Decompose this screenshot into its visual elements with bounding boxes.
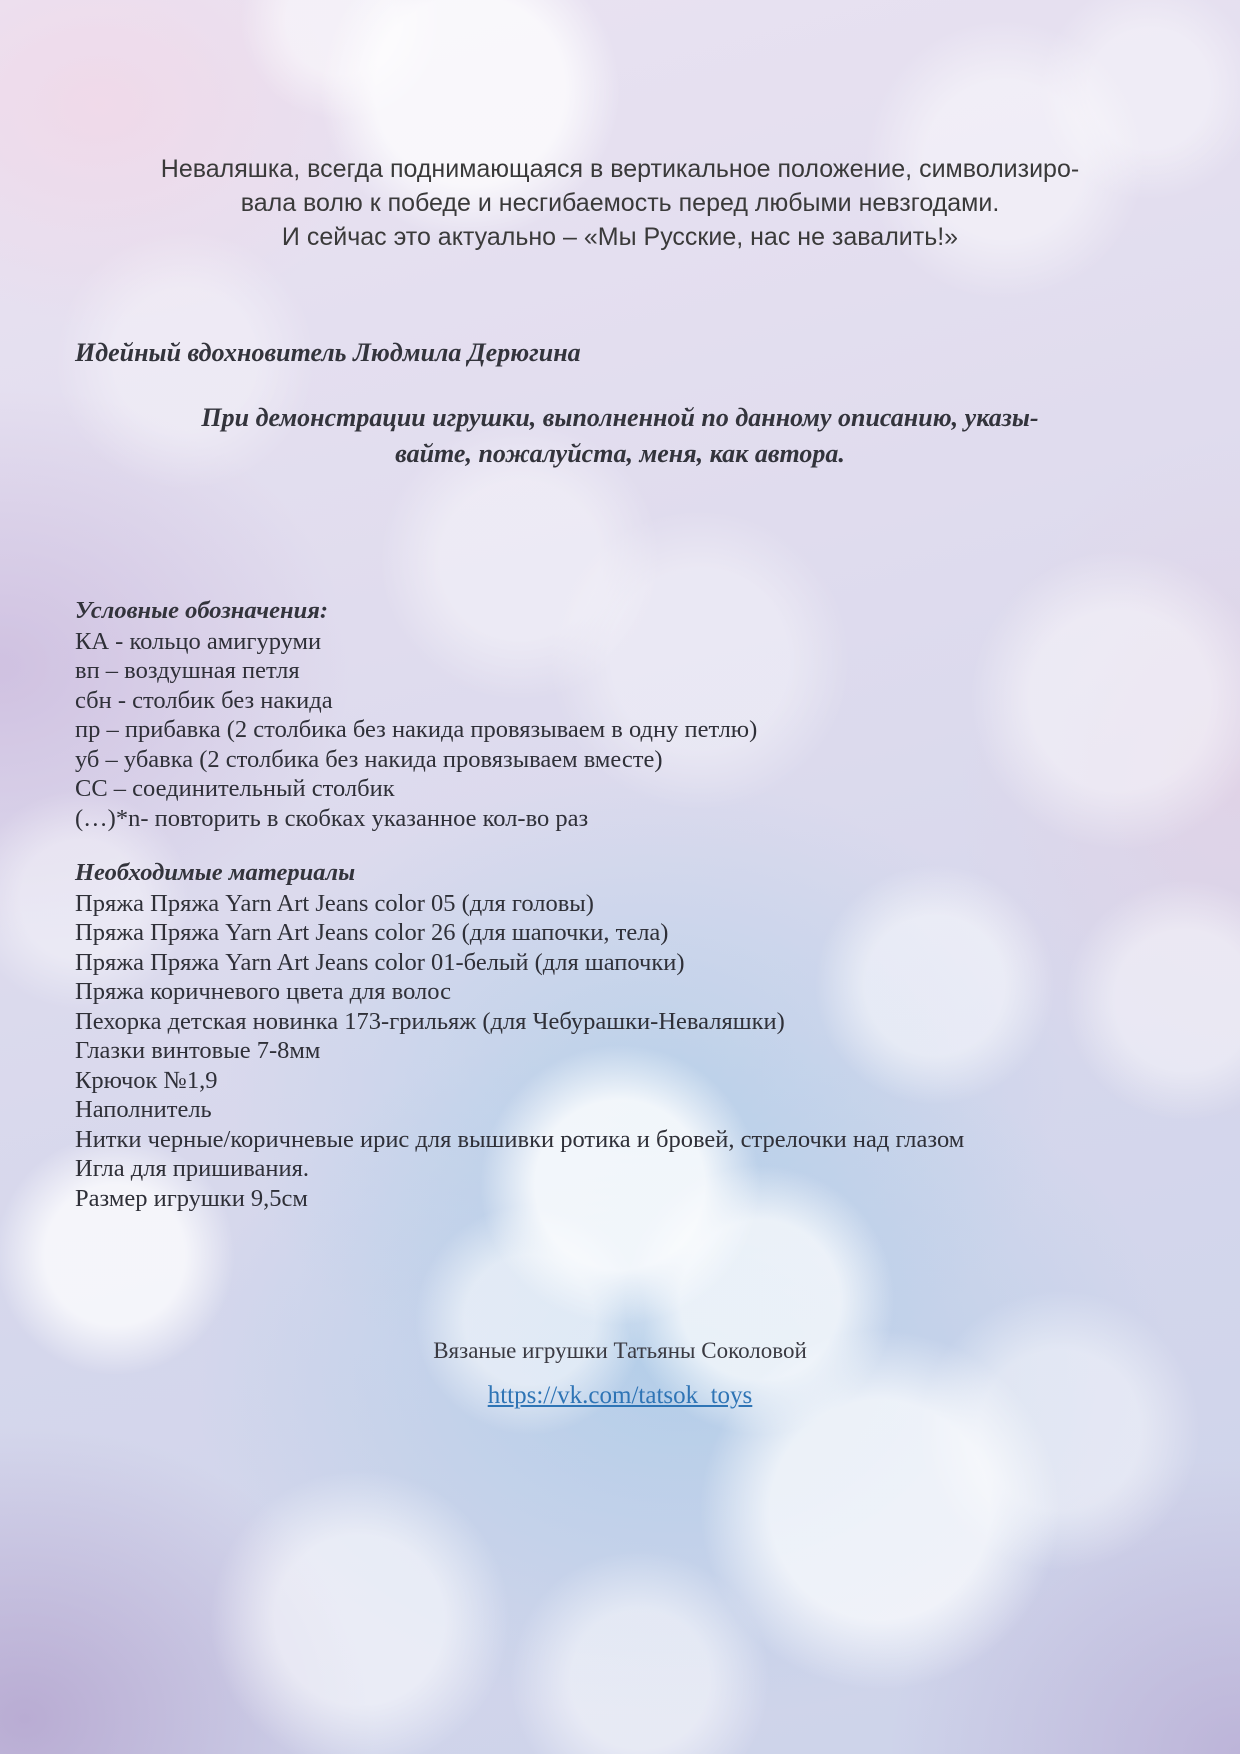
materials-item: Размер игрушки 9,5см bbox=[75, 1184, 308, 1212]
materials-item: Пряжа коричневого цвета для волос bbox=[75, 978, 451, 1005]
materials-item: Пехорка детская новинка 173-грильяж (для Чебурашки-Неваляшки) bbox=[75, 1007, 785, 1035]
materials-item: Пряжа Пряжа Yarn Art Jeans color 01-белый (для шапочки) bbox=[75, 948, 685, 976]
credit-line-1: При демонстрации игрушки, выполненной по данному описанию, указы- bbox=[201, 403, 1039, 432]
footer-studio-line: Вязаные игрушки Татьяны Соколовой bbox=[433, 1338, 807, 1363]
materials-item: Наполнитель bbox=[75, 1096, 212, 1123]
legend-title: Условные обозначения: bbox=[75, 597, 329, 624]
legend-section bbox=[75, 596, 1175, 833]
author-line: Идейный вдохновитель Людмила Дерюгина bbox=[75, 338, 581, 367]
legend-item: СС – соединительный столбик bbox=[75, 775, 395, 802]
legend-item: вп – воздушная петля bbox=[75, 657, 300, 684]
materials-item: Пряжа Пряжа Yarn Art Jeans color 26 (для шапочки, тела) bbox=[75, 919, 669, 946]
materials-section bbox=[75, 858, 1175, 1213]
intro-line-3: И сейчас это актуально – «Мы Русские, нас не завалить!» bbox=[281, 223, 959, 251]
intro-paragraph bbox=[0, 152, 1240, 254]
legend-item: КА - кольцо амигуруми bbox=[75, 627, 322, 655]
credit-line-2: вайте, пожалуйста, меня, как автора. bbox=[395, 439, 845, 468]
materials-title: Необходимые материалы bbox=[75, 859, 356, 886]
legend-item: уб – убавка (2 столбика без накида провязываем вместе) bbox=[75, 745, 663, 773]
credit-paragraph bbox=[0, 400, 1240, 472]
legend-item: пр – прибавка (2 столбика без накида провязываем в одну петлю) bbox=[75, 716, 758, 743]
intro-line-1: Неваляшка, всегда поднимающаяся в вертикальное положение, символизиро- bbox=[160, 155, 1080, 183]
legend-item: сбн - столбик без накида bbox=[75, 686, 333, 714]
legend-item: (…)*n- повторить в скобках указанное кол-во раз bbox=[75, 804, 589, 832]
vk-link[interactable]: https://vk.com/tatsok_toys bbox=[487, 1382, 753, 1409]
intro-line-2: вала волю к победе и несгибаемость перед любыми невзгодами. bbox=[240, 189, 1000, 217]
materials-item: Глазки винтовые 7-8мм bbox=[75, 1037, 321, 1064]
footer-link-row bbox=[0, 1382, 1240, 1410]
materials-item: Крючок №1,9 bbox=[75, 1066, 218, 1094]
materials-item: Пряжа Пряжа Yarn Art Jeans color 05 (для головы) bbox=[75, 889, 594, 917]
materials-item: Нитки черные/коричневые ирис для вышивки ротика и бровей, стрелочки над глазом bbox=[75, 1125, 965, 1153]
materials-item: Игла для пришивания. bbox=[75, 1155, 309, 1182]
